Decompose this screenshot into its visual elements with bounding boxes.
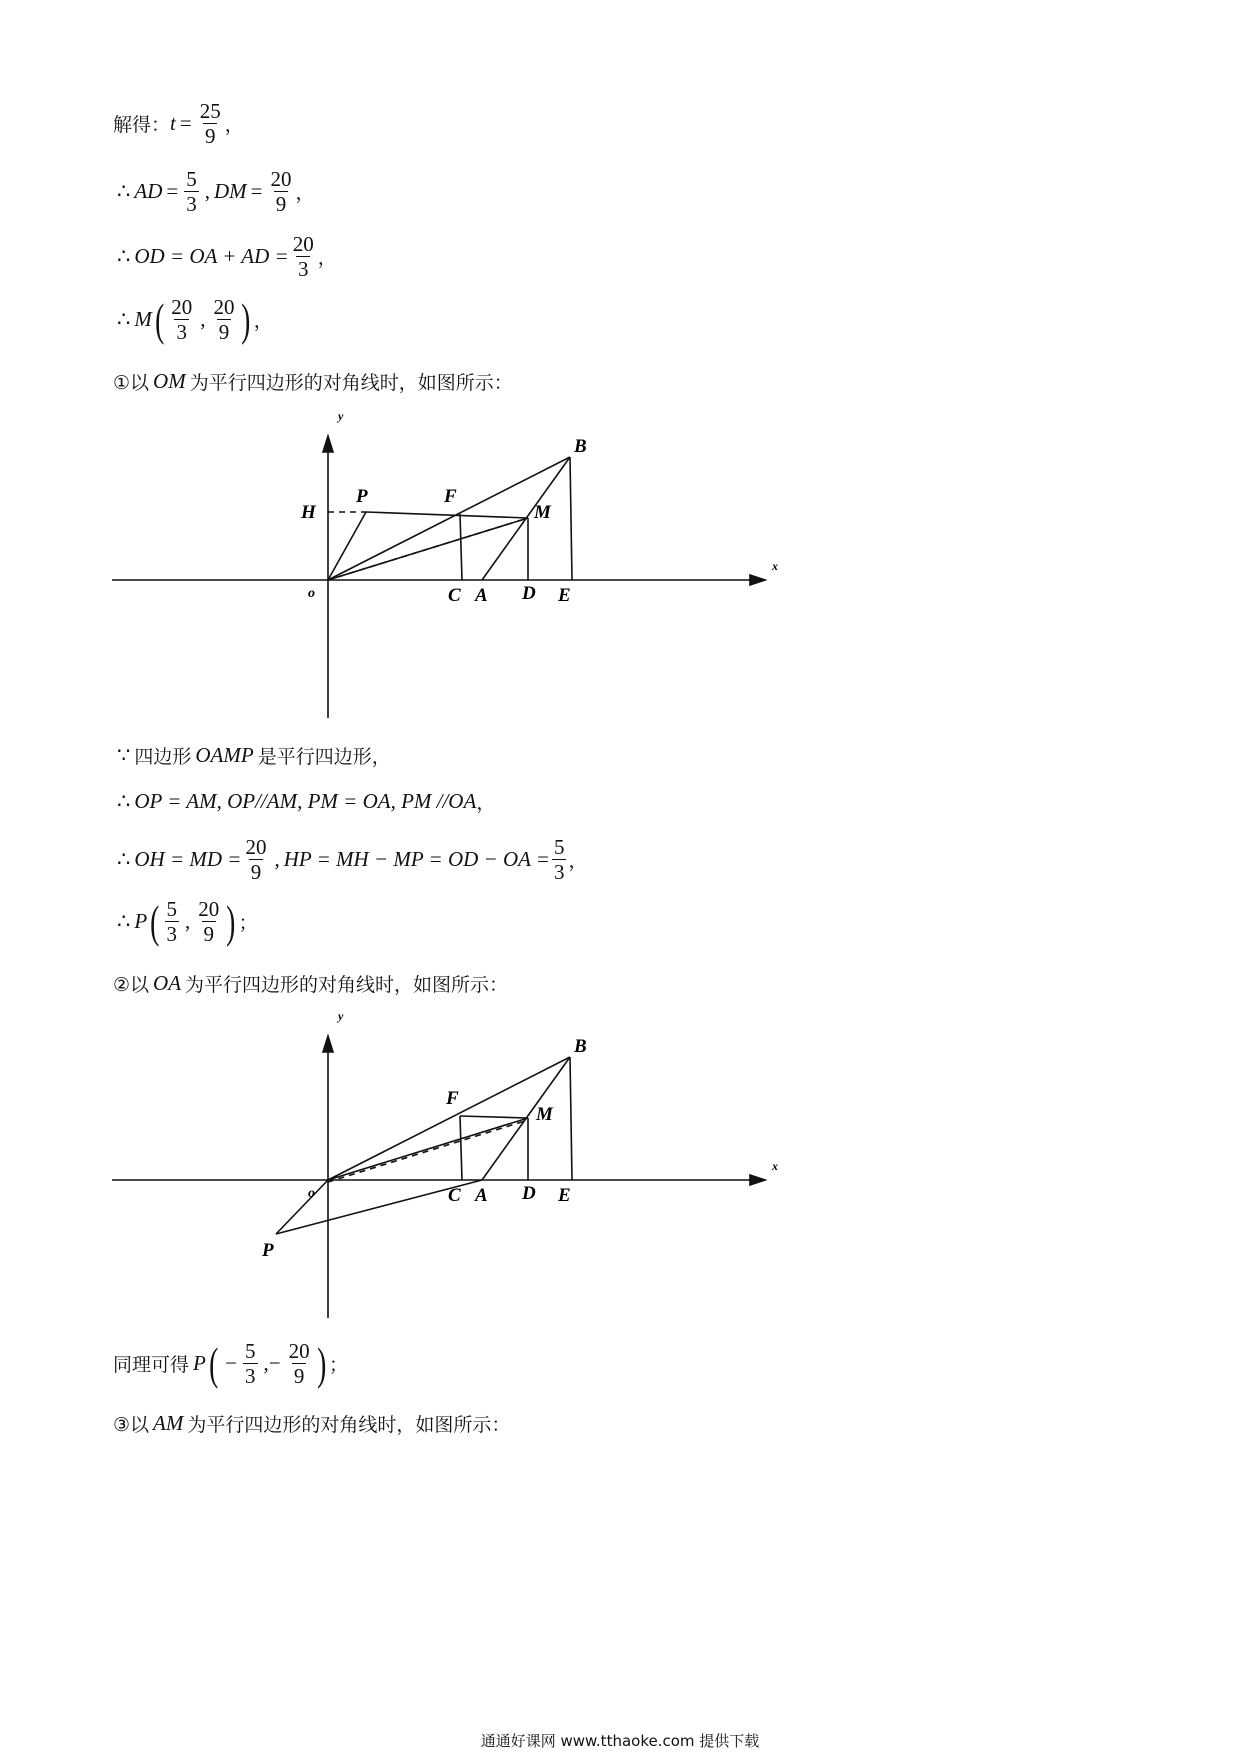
because-symbol: ∵	[117, 743, 131, 767]
fraction: $\frac{20}{9}$	[213, 295, 235, 345]
label-o: o	[308, 1186, 315, 1201]
therefore-symbol: ∴	[117, 847, 131, 872]
label-b: B	[574, 436, 587, 457]
y-axis-label: y	[338, 1009, 344, 1023]
fraction: $\frac{5}{3}$	[186, 167, 197, 217]
therefore-symbol: ∴	[117, 789, 131, 813]
fraction: $\frac{5}{3}$	[245, 1339, 256, 1389]
therefore-symbol: ∴	[117, 909, 131, 934]
fraction: $\frac{20}{9}$	[245, 835, 267, 885]
label-p: P	[356, 486, 368, 507]
label-c: C	[448, 585, 461, 606]
solution-line-11: 同理可得 P ( − $\frac{5}{3}$ ,− $\frac{20}{9}$ ) ；	[113, 1337, 348, 1389]
solution-line-7: ∴ OP = AM, OP//AM, PM = OA, PM //OA ，	[117, 789, 496, 814]
solution-line-9: ∴ P ( $\frac{5}{3}$ , $\frac{20}{9}$ ) ；	[117, 895, 258, 947]
equation: HP = MH − MP = OD − OA =	[283, 847, 550, 872]
label-m: M	[534, 502, 551, 523]
footer-source: 通通好课网 www.tthaoke.com 提供下载	[480, 1732, 760, 1750]
point-p: P	[193, 1351, 206, 1376]
segment-dm: DM	[213, 179, 247, 204]
fraction: $\frac{5}{3}$	[166, 897, 178, 947]
label-e: E	[558, 1185, 571, 1206]
case-3-heading: ③以 AM 为平行四边形的对角线时，如图所示：	[113, 1411, 511, 1436]
label-a: A	[475, 585, 488, 606]
figure-2	[0, 1000, 1240, 1330]
figure-1	[0, 400, 1240, 730]
label-f: F	[444, 486, 457, 507]
equation: OD = OA + AD =	[134, 244, 289, 269]
quadrilateral-oamp: OAMP	[195, 743, 254, 767]
solution-line-1: 解得： t = $\frac{25}{9}$ ，	[113, 99, 244, 149]
equation: OP = AM, OP//AM, PM = OA, PM //OA	[134, 789, 477, 813]
solution-line-2: ∴ AD = $\frac{5}{3}$ , DM = $\frac{20}{9}$ ，	[117, 167, 315, 217]
label-o: o	[308, 586, 315, 601]
fraction: $\frac{20}{9}$	[198, 897, 220, 947]
therefore-symbol: ∴	[117, 179, 131, 204]
solution-line-3: ∴ OD = OA + AD = $\frac{20}{3}$ ，	[117, 232, 337, 282]
segment-oa: OA	[153, 971, 182, 995]
solution-line-4: ∴ M ( $\frac{20}{3}$ , $\frac{20}{9}$ ) ，	[117, 293, 273, 345]
case-1-heading: ①以 OM 为平行四边形的对角线时，如图所示：	[113, 369, 513, 394]
therefore-symbol: ∴	[117, 244, 131, 269]
segment-om: OM	[153, 369, 186, 393]
segment-ad: AD	[134, 179, 163, 204]
label-h: H	[301, 502, 316, 523]
label-d: D	[522, 1183, 536, 1204]
label-a: A	[475, 1185, 488, 1206]
fraction: $\frac{20}{9}$	[270, 167, 292, 217]
y-axis-label: y	[338, 409, 344, 423]
label-m: M	[536, 1104, 553, 1125]
therefore-symbol: ∴	[117, 307, 131, 332]
fraction: $\frac{20}{3}$	[292, 232, 314, 282]
var-t: t	[170, 111, 176, 136]
label-b: B	[574, 1036, 587, 1057]
fraction: $\frac{20}{9}$	[288, 1339, 310, 1389]
label-e: E	[558, 585, 571, 606]
label-p: P	[262, 1240, 274, 1261]
x-axis-label: x	[772, 559, 778, 573]
label-solve: 解得：	[113, 114, 171, 137]
segment-am: AM	[153, 1411, 184, 1435]
fraction: $\frac{5}{3}$	[553, 835, 565, 885]
point-m: M	[134, 307, 152, 332]
solution-line-8: ∴ OH = MD = $\frac{20}{9}$ , HP = MH − MP = OD − OA = $\frac{5}{3}$ ，	[117, 835, 588, 885]
fraction: $\frac{25}{9}$	[199, 99, 221, 149]
case-2-heading: ②以 OA 为平行四边形的对角线时，如图所示：	[113, 971, 509, 996]
fraction: $\frac{20}{3}$	[171, 295, 193, 345]
label-c: C	[448, 1185, 461, 1206]
label-d: D	[522, 583, 536, 604]
x-axis-label: x	[772, 1159, 778, 1173]
equation: OH = MD =	[134, 847, 242, 872]
label-f: F	[446, 1088, 459, 1109]
solution-line-6: ∵ 四边形 OAMP 是平行四边形，	[117, 743, 391, 768]
point-p: P	[134, 909, 148, 934]
